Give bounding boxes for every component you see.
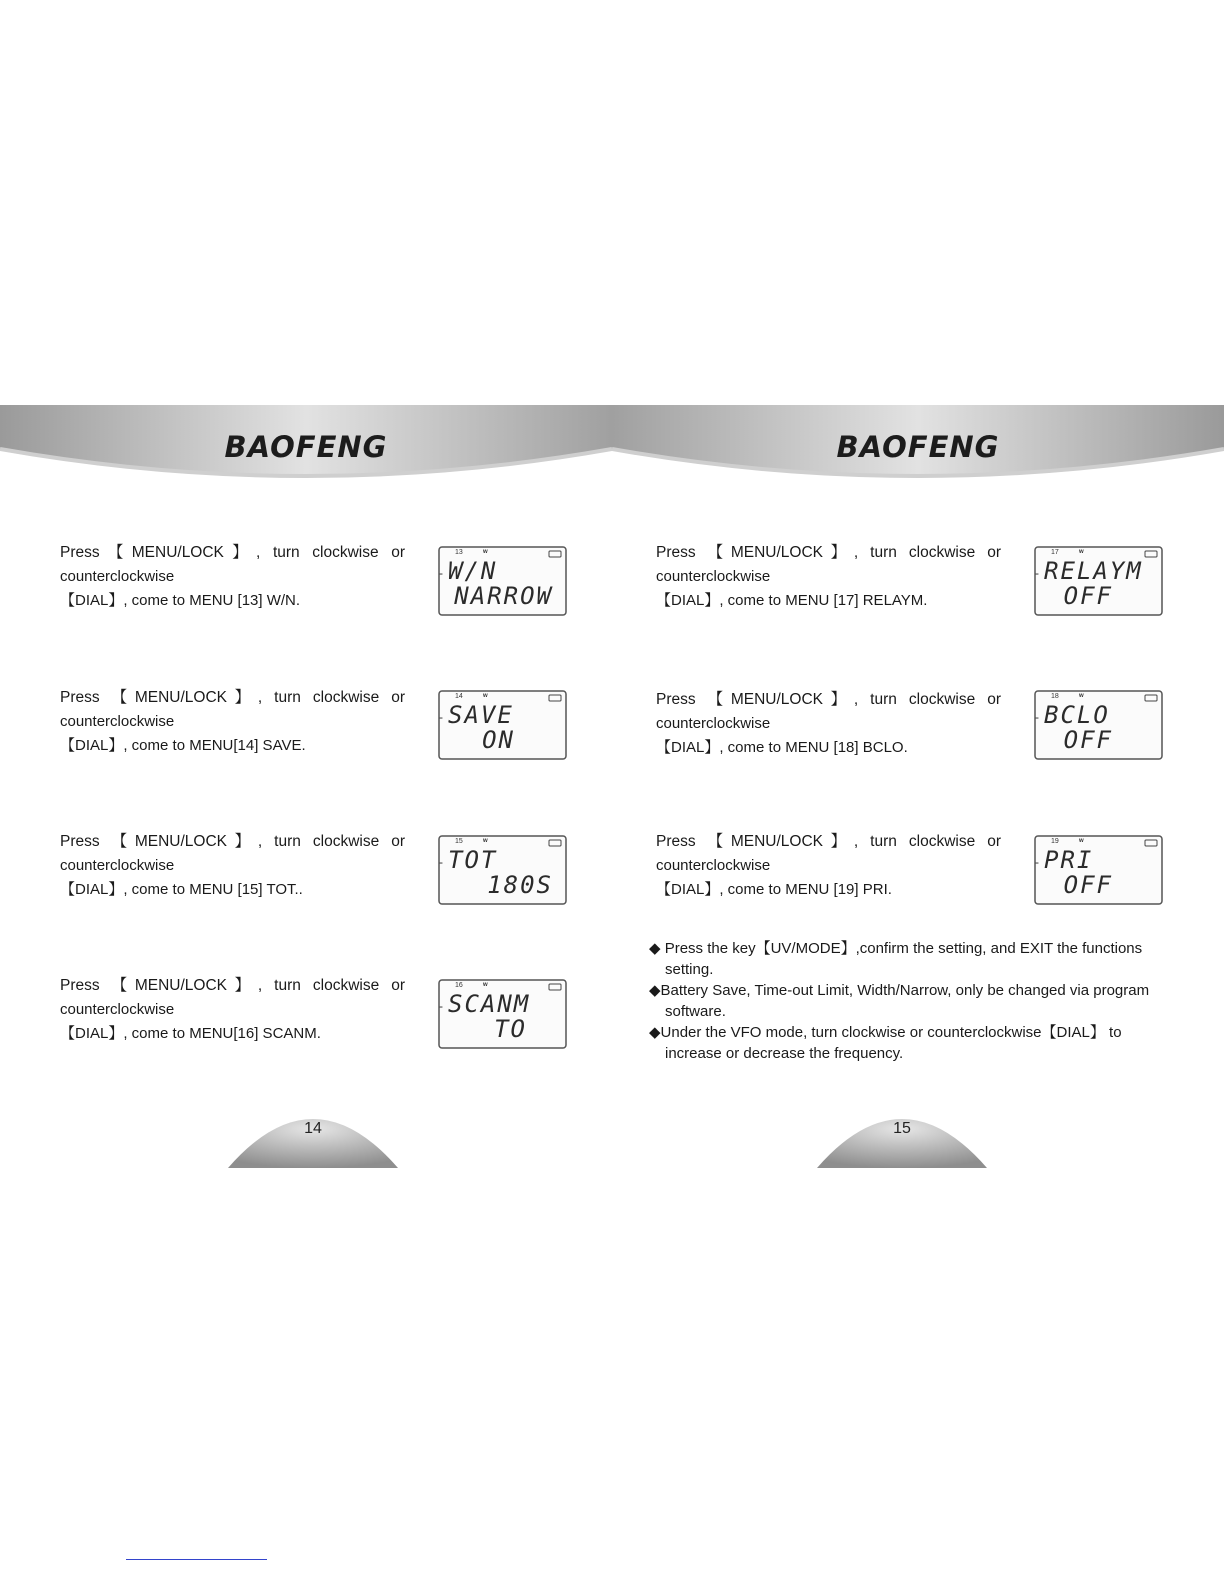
lcd-row-2: 180S [487, 871, 553, 899]
lcd-power-indicator: w [1079, 693, 1084, 699]
instruction-13 [60, 541, 405, 613]
instruction-line: counterclockwise [60, 857, 175, 874]
notes-list [649, 938, 1169, 1064]
lcd-arrow-icon: - [1035, 710, 1039, 724]
lcd-power-indicator: w [483, 982, 488, 988]
lcd-arrow-icon: - [439, 855, 443, 869]
note-text: ◆Under the VFO mode, turn clockwise or counterclockwise【DIAL】 to [649, 1024, 1122, 1041]
lcd-row-1: TOT [448, 846, 498, 874]
lcd-row-1: W/N [448, 557, 498, 585]
page-number-tab [228, 1110, 398, 1168]
instruction-18 [656, 688, 1001, 760]
lcd-row-1: SAVE [448, 701, 514, 729]
instruction-line: 【DIAL】, come to MENU [15] TOT.. [60, 881, 303, 898]
instruction-line: Press【MENU/LOCK】, turn clockwise or [60, 544, 405, 561]
instruction-line: counterclockwise [656, 568, 771, 585]
lcd-menu-number: 17 [1051, 549, 1059, 556]
instruction-line: Press 【MENU/LOCK】, turn clockwise or [656, 544, 1001, 561]
lcd-power-indicator: w [1079, 838, 1084, 844]
right-page [612, 0, 1224, 1584]
lcd-row-1: BCLO [1044, 701, 1110, 729]
note-text-continued: increase or decrease the frequency. [665, 1045, 904, 1062]
instruction-line: 【DIAL】, come to MENU[14] SAVE. [60, 737, 306, 754]
lcd-display-14 [438, 690, 567, 760]
lcd-menu-number: 18 [1051, 693, 1059, 700]
lcd-arrow-icon: - [1035, 566, 1039, 580]
note-item [649, 980, 1169, 1022]
instruction-line: 【DIAL】, come to MENU [17] RELAYM. [656, 592, 928, 609]
brand-logo: BAOFENG [224, 430, 388, 464]
lcd-row-2: ON [482, 726, 515, 754]
lcd-row-2: OFF [1063, 726, 1113, 754]
lcd-display-16 [438, 979, 567, 1049]
instruction-line: counterclockwise [656, 857, 771, 874]
lcd-row-1: SCANM [448, 990, 531, 1018]
instruction-line: counterclockwise [60, 1001, 175, 1018]
instruction-line: 【DIAL】, come to MENU [19] PRI. [656, 881, 892, 898]
lcd-power-indicator: w [483, 549, 488, 555]
instruction-line: Press 【MENU/LOCK】, turn clockwise or [60, 833, 405, 850]
note-text: ◆Battery Save, Time-out Limit, Width/Narrow, only be changed via program [649, 982, 1150, 999]
lcd-display-19 [1034, 835, 1163, 905]
instruction-line: 【DIAL】, come to MENU [18] BCLO. [656, 739, 908, 756]
note-item [649, 938, 1169, 980]
instruction-16 [60, 974, 405, 1046]
instruction-line: 【DIAL】, come to MENU [13] W/N. [60, 592, 301, 609]
lcd-menu-number: 19 [1051, 838, 1059, 845]
note-item [649, 1022, 1169, 1064]
lcd-menu-number: 14 [455, 693, 463, 700]
page-number-tab [817, 1110, 987, 1168]
instruction-line: Press 【MENU/LOCK】, turn clockwise or [656, 691, 1001, 708]
instruction-line: counterclockwise [60, 713, 175, 730]
lcd-power-indicator: w [1079, 549, 1084, 555]
lcd-menu-number: 13 [455, 549, 463, 556]
page-number: 15 [893, 1120, 911, 1137]
lcd-row-1: RELAYM [1044, 557, 1143, 585]
lcd-power-indicator: w [483, 693, 488, 699]
lcd-arrow-icon: - [439, 566, 443, 580]
lcd-row-2: OFF [1063, 871, 1113, 899]
instruction-17 [656, 541, 1001, 613]
lcd-row-1: PRI [1044, 846, 1094, 874]
instruction-line: counterclockwise [60, 568, 175, 585]
instruction-15 [60, 830, 405, 902]
instruction-line: Press 【MENU/LOCK】, turn clockwise or [656, 833, 1001, 850]
note-text-continued: setting. [665, 961, 714, 978]
instruction-line: counterclockwise [656, 715, 771, 732]
brand-logo: BAOFENG [836, 430, 1000, 464]
lcd-display-15 [438, 835, 567, 905]
lcd-arrow-icon: - [439, 710, 443, 724]
instruction-19 [656, 830, 1001, 902]
instruction-line: Press 【MENU/LOCK】, turn clockwise or [60, 977, 405, 994]
lcd-display-17 [1034, 546, 1163, 616]
lcd-display-13 [438, 546, 567, 616]
lcd-display-18 [1034, 690, 1163, 760]
lcd-menu-number: 15 [455, 838, 463, 845]
note-text: ◆ Press the key【UV/MODE】,confirm the setting, and EXIT the functions [649, 940, 1143, 957]
lcd-power-indicator: w [483, 838, 488, 844]
lcd-row-2: NARROW [454, 582, 553, 610]
lcd-row-2: OFF [1063, 582, 1113, 610]
lcd-row-2: TO [494, 1015, 527, 1043]
lcd-arrow-icon: - [1035, 855, 1039, 869]
instruction-line: 【DIAL】, come to MENU[16] SCANM. [60, 1025, 321, 1042]
instruction-line: Press 【MENU/LOCK】, turn clockwise or [60, 689, 405, 706]
page-number: 14 [304, 1120, 322, 1137]
lcd-arrow-icon: - [439, 999, 443, 1013]
instruction-14 [60, 686, 405, 758]
note-text-continued: software. [665, 1003, 726, 1020]
lcd-menu-number: 16 [455, 982, 463, 989]
footer-link-underline[interactable] [126, 1559, 267, 1560]
